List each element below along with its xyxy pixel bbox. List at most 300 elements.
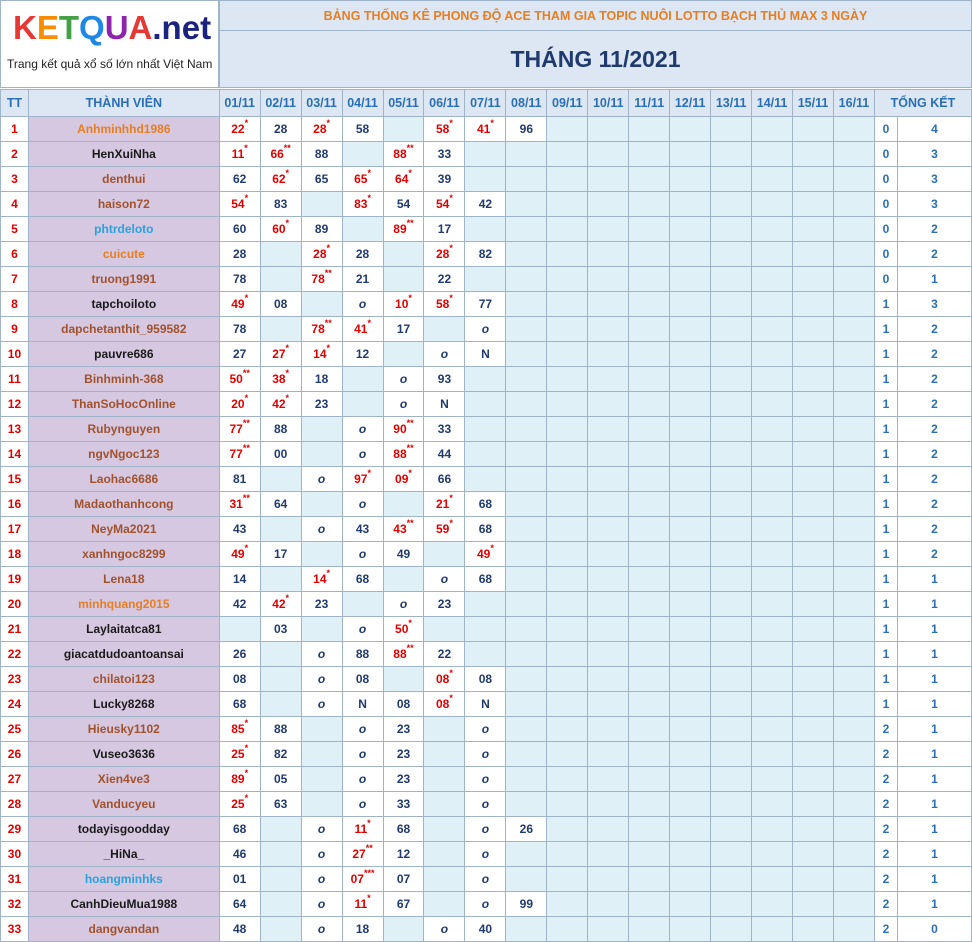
day-cell: 88**: [383, 142, 424, 167]
day-cell: o: [342, 542, 383, 567]
day-cell: [506, 567, 547, 592]
summary-hits: 2: [897, 542, 971, 567]
day-cell: [424, 742, 465, 767]
day-cell: 12: [383, 842, 424, 867]
day-cell: [834, 217, 875, 242]
row-index: 30: [1, 842, 29, 867]
day-cell: [260, 817, 301, 842]
day-cell: 83*: [342, 192, 383, 217]
day-cell: [260, 317, 301, 342]
day-cell: [547, 392, 588, 417]
day-cell: [301, 442, 342, 467]
table-row: [1, 342, 972, 367]
summary-hits: 2: [897, 467, 971, 492]
day-cell: [670, 592, 711, 617]
member-name[interactable]: ThanSoHocOnline: [28, 392, 219, 417]
day-cell: [711, 817, 752, 842]
day-cell: [711, 742, 752, 767]
day-cell: [260, 567, 301, 592]
day-cell: [301, 617, 342, 642]
day-cell: [547, 267, 588, 292]
day-cell: 54: [383, 192, 424, 217]
day-cell: 89**: [383, 217, 424, 242]
day-cell: [629, 167, 670, 192]
day-cell: [670, 167, 711, 192]
member-name[interactable]: pauvre686: [28, 342, 219, 367]
member-name[interactable]: denthui: [28, 167, 219, 192]
day-cell: 77**: [219, 442, 260, 467]
day-cell: 22: [424, 267, 465, 292]
day-cell: 68: [383, 817, 424, 842]
day-cell: [834, 817, 875, 842]
member-name[interactable]: cuicute: [28, 242, 219, 267]
day-cell: 33: [424, 417, 465, 442]
day-cell: 68: [465, 492, 506, 517]
member-name[interactable]: Xien4ve3: [28, 767, 219, 792]
day-cell: [711, 367, 752, 392]
day-cell: [342, 367, 383, 392]
member-name[interactable]: truong1991: [28, 267, 219, 292]
summary-hits: 1: [897, 567, 971, 592]
summary-misses: 1: [874, 542, 897, 567]
day-cell: [547, 467, 588, 492]
row-index: 21: [1, 617, 29, 642]
day-cell: [424, 817, 465, 842]
day-cell: [588, 492, 629, 517]
table-row: [1, 417, 972, 442]
day-cell: [752, 717, 793, 742]
day-cell: 89: [301, 217, 342, 242]
day-cell: [506, 142, 547, 167]
day-cell: [301, 767, 342, 792]
day-cell: [711, 517, 752, 542]
member-name[interactable]: HenXuiNha: [28, 142, 219, 167]
day-cell: [629, 842, 670, 867]
summary-misses: 1: [874, 442, 897, 467]
member-name[interactable]: CanhDieuMua1988: [28, 892, 219, 917]
summary-hits: 2: [897, 492, 971, 517]
day-cell: [711, 442, 752, 467]
day-cell: [752, 167, 793, 192]
day-cell: [547, 492, 588, 517]
day-cell: 14: [219, 567, 260, 592]
day-cell: 88: [260, 417, 301, 442]
day-cell: 18: [342, 917, 383, 942]
day-cell: [629, 267, 670, 292]
day-cell: [834, 467, 875, 492]
day-cell: 78**: [301, 267, 342, 292]
member-name[interactable]: haison72: [28, 192, 219, 217]
day-cell: [629, 867, 670, 892]
day-cell: [752, 792, 793, 817]
summary-hits: 2: [897, 242, 971, 267]
day-cell: [711, 342, 752, 367]
member-name[interactable]: giacatdudoantoansai: [28, 642, 219, 667]
day-cell: 99: [506, 892, 547, 917]
day-cell: [793, 692, 834, 717]
day-cell: [260, 842, 301, 867]
day-cell: [793, 892, 834, 917]
summary-misses: 0: [874, 217, 897, 242]
day-cell: 23: [383, 742, 424, 767]
day-cell: o: [465, 892, 506, 917]
day-cell: [547, 417, 588, 442]
day-cell: [670, 367, 711, 392]
day-cell: N: [465, 692, 506, 717]
table-row: [1, 742, 972, 767]
summary-hits: 1: [897, 692, 971, 717]
day-cell: [424, 792, 465, 817]
table-row: [1, 717, 972, 742]
day-cell: [629, 692, 670, 717]
day-cell: [629, 292, 670, 317]
summary-misses: 1: [874, 417, 897, 442]
day-cell: [752, 342, 793, 367]
day-cell: [547, 867, 588, 892]
day-cell: [793, 717, 834, 742]
day-cell: [260, 692, 301, 717]
day-cell: 42*: [260, 392, 301, 417]
table-row: [1, 492, 972, 517]
day-cell: 62*: [260, 167, 301, 192]
member-name[interactable]: phtrdeloto: [28, 217, 219, 242]
day-cell: [711, 542, 752, 567]
row-index: 31: [1, 867, 29, 892]
day-cell: [547, 242, 588, 267]
day-cell: [506, 592, 547, 617]
day-cell: [465, 142, 506, 167]
day-cell: [711, 617, 752, 642]
day-cell: [752, 267, 793, 292]
day-cell: [547, 667, 588, 692]
table-row: [1, 117, 972, 142]
day-cell: [793, 667, 834, 692]
summary-misses: 1: [874, 617, 897, 642]
day-cell: [793, 542, 834, 567]
day-cell: [793, 767, 834, 792]
day-cell: [629, 442, 670, 467]
member-name[interactable]: Lucky8268: [28, 692, 219, 717]
day-cell: o: [465, 842, 506, 867]
day-cell: [670, 817, 711, 842]
day-cell: [670, 542, 711, 567]
table-row: [1, 517, 972, 542]
summary-misses: 1: [874, 692, 897, 717]
day-cell: 08: [383, 692, 424, 717]
day-cell: [752, 517, 793, 542]
day-cell: 49*: [219, 292, 260, 317]
col-header-day: 15/11: [793, 90, 834, 117]
day-cell: [834, 167, 875, 192]
day-cell: o: [301, 692, 342, 717]
day-cell: [793, 742, 834, 767]
summary-misses: 0: [874, 192, 897, 217]
member-name[interactable]: xanhngoc8299: [28, 542, 219, 567]
day-cell: 39: [424, 167, 465, 192]
day-cell: [629, 517, 670, 542]
member-name[interactable]: tapchoiloto: [28, 292, 219, 317]
row-index: 22: [1, 642, 29, 667]
summary-misses: 0: [874, 117, 897, 142]
day-cell: [465, 467, 506, 492]
day-cell: [834, 192, 875, 217]
row-index: 10: [1, 342, 29, 367]
day-cell: 28: [260, 117, 301, 142]
table-row: [1, 917, 972, 942]
day-cell: [588, 717, 629, 742]
day-cell: [383, 242, 424, 267]
day-cell: [670, 792, 711, 817]
summary-hits: 1: [897, 267, 971, 292]
summary-misses: 2: [874, 792, 897, 817]
day-cell: [547, 142, 588, 167]
row-index: 2: [1, 142, 29, 167]
day-cell: [424, 867, 465, 892]
day-cell: [670, 292, 711, 317]
row-index: 24: [1, 692, 29, 717]
member-name[interactable]: ngvNgoc123: [28, 442, 219, 467]
day-cell: 90**: [383, 417, 424, 442]
day-cell: [588, 567, 629, 592]
day-cell: 33: [383, 792, 424, 817]
day-cell: 28: [219, 242, 260, 267]
summary-hits: 1: [897, 617, 971, 642]
day-cell: [465, 592, 506, 617]
day-cell: o: [342, 442, 383, 467]
day-cell: [383, 342, 424, 367]
day-cell: 42*: [260, 592, 301, 617]
day-cell: 22: [424, 642, 465, 667]
day-cell: [670, 117, 711, 142]
day-cell: [670, 317, 711, 342]
day-cell: [834, 342, 875, 367]
day-cell: 46: [219, 842, 260, 867]
day-cell: o: [342, 742, 383, 767]
member-name[interactable]: Vanducyeu: [28, 792, 219, 817]
day-cell: [506, 917, 547, 942]
day-cell: [424, 542, 465, 567]
day-cell: 43**: [383, 517, 424, 542]
day-cell: 09*: [383, 467, 424, 492]
day-cell: [588, 667, 629, 692]
member-name[interactable]: Rubynguyen: [28, 417, 219, 442]
member-name[interactable]: Binhminh-368: [28, 367, 219, 392]
day-cell: [670, 242, 711, 267]
day-cell: [629, 142, 670, 167]
day-cell: [834, 317, 875, 342]
member-name[interactable]: dapchetanthit_959582: [28, 317, 219, 342]
col-header-day: 12/11: [670, 90, 711, 117]
day-cell: [301, 717, 342, 742]
day-cell: 50*: [383, 617, 424, 642]
summary-misses: 2: [874, 767, 897, 792]
day-cell: 42: [219, 592, 260, 617]
day-cell: 28: [342, 242, 383, 267]
summary-hits: 2: [897, 517, 971, 542]
day-cell: [752, 867, 793, 892]
day-cell: [834, 717, 875, 742]
day-cell: [506, 542, 547, 567]
day-cell: 85*: [219, 717, 260, 742]
day-cell: [629, 217, 670, 242]
day-cell: [711, 117, 752, 142]
day-cell: 64*: [383, 167, 424, 192]
day-cell: [670, 217, 711, 242]
day-cell: [588, 692, 629, 717]
day-cell: [588, 442, 629, 467]
day-cell: [834, 667, 875, 692]
day-cell: [834, 492, 875, 517]
day-cell: [752, 217, 793, 242]
day-cell: [506, 267, 547, 292]
day-cell: [670, 192, 711, 217]
member-name[interactable]: hoangminhks: [28, 867, 219, 892]
day-cell: 18: [301, 367, 342, 392]
summary-misses: 1: [874, 667, 897, 692]
day-cell: 60: [219, 217, 260, 242]
member-name[interactable]: _HiNa_: [28, 842, 219, 867]
day-cell: [793, 842, 834, 867]
day-cell: [301, 492, 342, 517]
member-name[interactable]: Vuseo3636: [28, 742, 219, 767]
day-cell: o: [342, 492, 383, 517]
day-cell: o: [342, 292, 383, 317]
member-name[interactable]: chilatoi123: [28, 667, 219, 692]
day-cell: [506, 292, 547, 317]
summary-misses: 2: [874, 917, 897, 942]
day-cell: 43: [342, 517, 383, 542]
day-cell: [547, 567, 588, 592]
day-cell: [588, 542, 629, 567]
day-cell: 23: [301, 592, 342, 617]
month-title: THÁNG 11/2021: [219, 31, 972, 88]
row-index: 8: [1, 292, 29, 317]
day-cell: [629, 817, 670, 842]
day-cell: [752, 317, 793, 342]
day-cell: [506, 192, 547, 217]
day-cell: 88: [342, 642, 383, 667]
day-cell: 23: [383, 717, 424, 742]
member-name[interactable]: NeyMa2021: [28, 517, 219, 542]
day-cell: [506, 467, 547, 492]
day-cell: [793, 317, 834, 342]
day-cell: o: [383, 367, 424, 392]
day-cell: o: [424, 567, 465, 592]
member-name[interactable]: dangvandan: [28, 917, 219, 942]
member-name[interactable]: Laohac6686: [28, 467, 219, 492]
day-cell: [506, 742, 547, 767]
day-cell: 27**: [342, 842, 383, 867]
day-cell: 23: [383, 767, 424, 792]
day-cell: [588, 917, 629, 942]
row-index: 27: [1, 767, 29, 792]
day-cell: [670, 617, 711, 642]
day-cell: 60*: [260, 217, 301, 242]
day-cell: [793, 392, 834, 417]
member-name[interactable]: Hieusky1102: [28, 717, 219, 742]
day-cell: [793, 792, 834, 817]
day-cell: [260, 467, 301, 492]
summary-misses: 1: [874, 592, 897, 617]
day-cell: 20*: [219, 392, 260, 417]
col-header-tt: TT: [1, 90, 29, 117]
day-cell: 28*: [424, 242, 465, 267]
day-cell: [629, 492, 670, 517]
table-row: [1, 592, 972, 617]
day-cell: [588, 817, 629, 842]
day-cell: [711, 467, 752, 492]
member-name[interactable]: Lena18: [28, 567, 219, 592]
day-cell: [301, 292, 342, 317]
member-name[interactable]: minhquang2015: [28, 592, 219, 617]
table-row: [1, 217, 972, 242]
day-cell: [506, 492, 547, 517]
table-row: [1, 467, 972, 492]
day-cell: o: [301, 817, 342, 842]
day-cell: [547, 167, 588, 192]
day-cell: [670, 342, 711, 367]
day-cell: [752, 117, 793, 142]
day-cell: [547, 442, 588, 467]
day-cell: [711, 317, 752, 342]
table-row: [1, 442, 972, 467]
day-cell: 88**: [383, 442, 424, 467]
member-name[interactable]: todayisgoodday: [28, 817, 219, 842]
day-cell: [670, 692, 711, 717]
day-cell: [506, 342, 547, 367]
day-cell: [629, 367, 670, 392]
day-cell: [547, 342, 588, 367]
day-cell: [547, 542, 588, 567]
day-cell: [506, 692, 547, 717]
col-header-member: THÀNH VIÊN: [28, 90, 219, 117]
ketqua-logo[interactable]: [0, 0, 219, 88]
day-cell: [588, 892, 629, 917]
day-cell: [629, 192, 670, 217]
day-cell: 62: [219, 167, 260, 192]
summary-hits: 1: [897, 867, 971, 892]
day-cell: 66: [424, 467, 465, 492]
table-row: [1, 292, 972, 317]
logo-letter: E: [36, 9, 59, 46]
summary-hits: 1: [897, 842, 971, 867]
day-cell: 14*: [301, 342, 342, 367]
day-cell: [670, 892, 711, 917]
table-row: [1, 817, 972, 842]
day-cell: [793, 442, 834, 467]
day-cell: 64: [219, 892, 260, 917]
day-cell: [711, 167, 752, 192]
day-cell: [547, 192, 588, 217]
day-cell: [670, 517, 711, 542]
day-cell: [588, 417, 629, 442]
day-cell: [711, 217, 752, 242]
day-cell: [752, 767, 793, 792]
member-name[interactable]: Anhminhhd1986: [28, 117, 219, 142]
col-header-day: 09/11: [547, 90, 588, 117]
day-cell: [588, 742, 629, 767]
day-cell: 28*: [301, 117, 342, 142]
day-cell: [547, 742, 588, 767]
member-name[interactable]: Madaothanhcong: [28, 492, 219, 517]
day-cell: [711, 417, 752, 442]
day-cell: [424, 892, 465, 917]
day-cell: [465, 642, 506, 667]
day-cell: [424, 717, 465, 742]
member-name[interactable]: Laylaitatca81: [28, 617, 219, 642]
day-cell: [465, 617, 506, 642]
day-cell: [711, 667, 752, 692]
